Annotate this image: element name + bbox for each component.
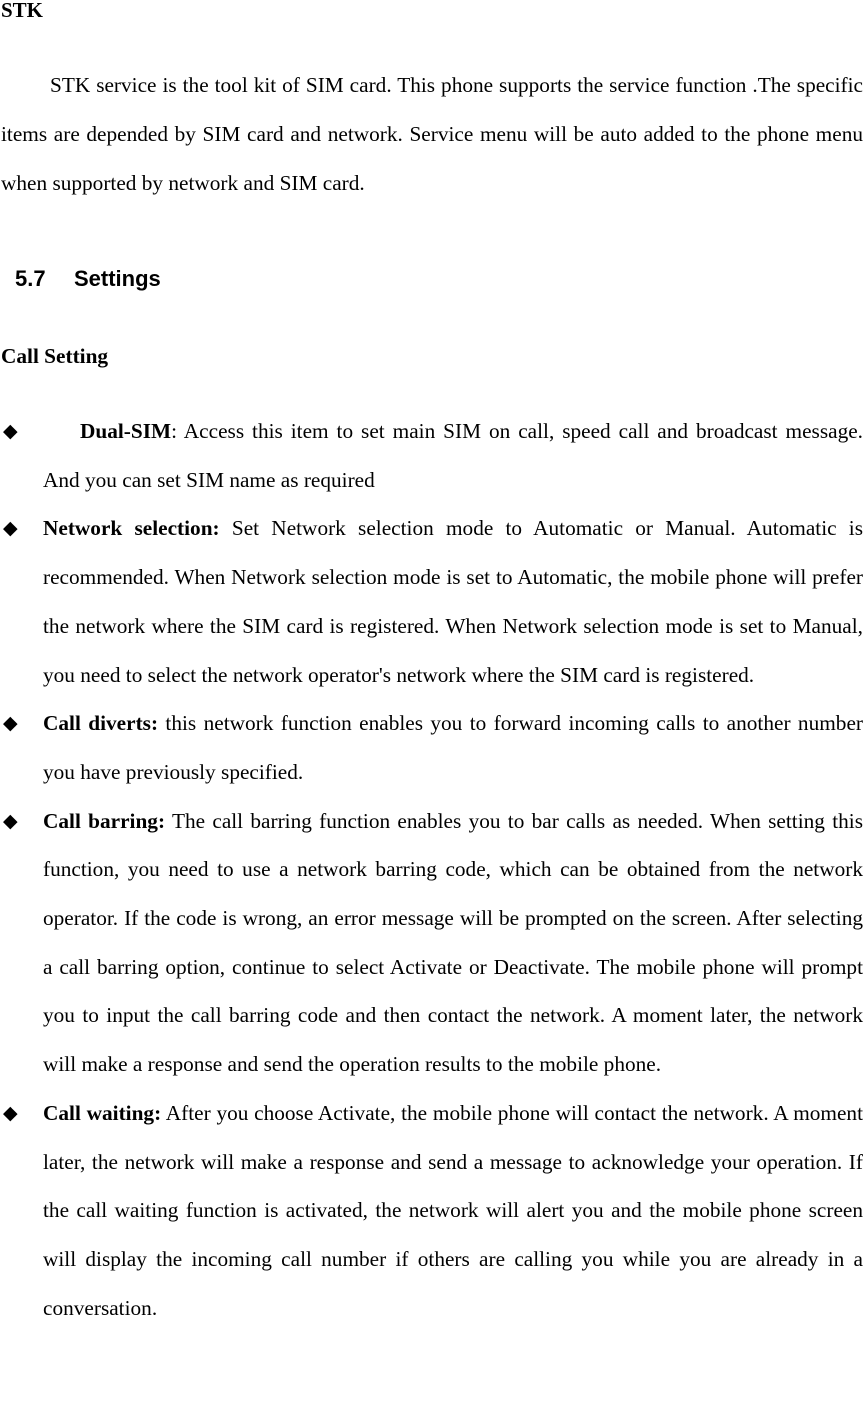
diamond-bullet-icon: ◆ (3, 1101, 18, 1124)
item-term: Call diverts: (43, 711, 159, 736)
diamond-bullet-icon: ◆ (3, 517, 18, 540)
item-text: Set Network selection mode to Automatic or Manual. Automatic is recommended. When Network selection mode is set to Automatic, the mobile phone will prefer the network where the SIM card is registered. When Network selection mode is set to Manual, you need to select the network operator's network where the SIM card is registered. (43, 516, 863, 687)
list-item-call-barring (0, 797, 863, 1089)
item-term: Dual-SIM (80, 419, 172, 443)
section-number: 5.7 (15, 266, 46, 291)
list-item-dual-sim (0, 407, 863, 504)
diamond-bullet-icon: ◆ (3, 712, 18, 735)
item-text: The call barring function enables you to bar calls as needed. When setting this function, you need to use a network barring code, which can be obtained from the network operator. If the code is wrong, an error message will be prompted on the screen. After selecting a call barring option, continue to select Activate or Deactivate. The mobile phone will prompt you to input the call barring code and then contact the network. A moment later, the network will make a response and send the operation results to the mobile phone. (43, 808, 863, 1077)
section-heading (15, 263, 161, 295)
diamond-bullet-icon: ◆ (3, 420, 18, 442)
item-term: Call waiting: (43, 1100, 162, 1125)
stk-paragraph: STK service is the tool kit of SIM card. This phone supports the service function .The specific items are depended by SIM card and network. Service menu will be auto added to the phone menu when supported by network and SIM card. (1, 73, 863, 195)
section-title: Settings (74, 266, 161, 291)
item-text: : Access this item to set main SIM on call, speed call and broadcast message. And you can set SIM name as required (43, 419, 863, 492)
call-setting-list (0, 407, 865, 1332)
diamond-bullet-icon: ◆ (3, 809, 18, 832)
item-text: After you choose Activate, the mobile phone will contact the network. A moment later, the network will make a response and send a message to acknowledge your operation. If the call waiting function is activated, the network will alert you and the mobile phone screen will display the incoming call number if others are calling you while you are already in a conversation. (43, 1100, 863, 1320)
item-text: this network function enables you to forward incoming calls to another number you have previously specified. (43, 711, 863, 784)
item-term: Call barring: (43, 808, 166, 833)
stk-heading: STK (1, 0, 44, 22)
call-setting-heading: Call Setting (1, 344, 109, 368)
list-item-network-selection (0, 504, 863, 699)
list-item-call-waiting (0, 1089, 863, 1333)
list-item-call-diverts (0, 699, 863, 796)
item-term: Network selection: (43, 516, 220, 541)
